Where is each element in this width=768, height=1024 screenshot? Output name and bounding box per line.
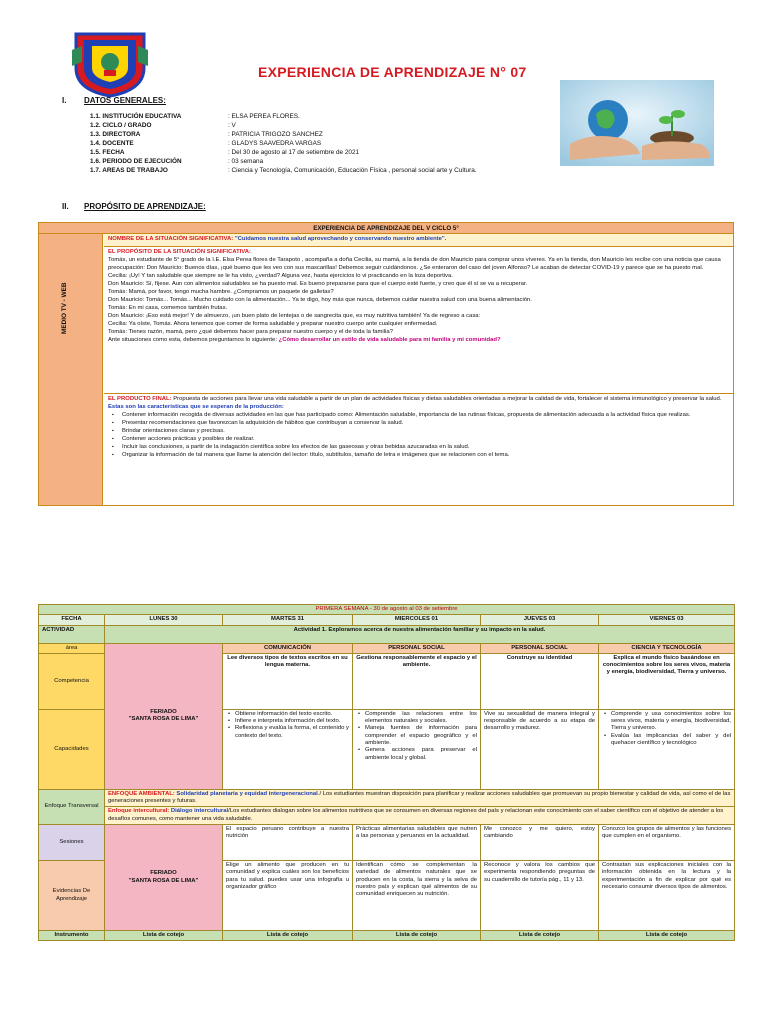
story-line: Cecilia: Ya oíste, Tomás. Ahora tenemos que comer de forma saludable y preparar nuestro cuerpo ante cualquier enfermedad. [108, 321, 438, 327]
table-row [39, 625, 735, 643]
earth-in-hands-icon [560, 80, 714, 166]
table-row [39, 789, 735, 807]
general-row: 1.7. AREAS DE TRABAJO : Ciencia y Tecnología, Comunicación, Educación Física , personal social arte y Cultura. [90, 167, 477, 174]
capacidades-label: Capacidades [39, 709, 105, 789]
week-caption: PRIMERA SEMANA - 30 de agosto al 03 de setiembre [39, 605, 735, 615]
evidencia-cell: Identifican cómo se complementan la variedad de alimentos naturales que se producen en la costa, la sierra y la selva de nuestro país y explican qué alimentos de su comunidad enriquecen su nutrición. [353, 861, 481, 931]
competencia-cell: Lee diversos tipos de textos escritos en su lengua materna. [223, 653, 353, 709]
competencia-cell: Gestiona responsablemente el espacio y el ambiente. [353, 653, 481, 709]
sesiones-label: Sesiones [39, 825, 105, 861]
table-row [39, 615, 735, 625]
table-row [39, 825, 735, 861]
sesion-cell: Conozco los grupos de alimentos y las funciones que cumplen en el organismo. [599, 825, 735, 861]
feature-item: ▪ Contener acciones prácticas y posibles de realizar. [108, 435, 729, 443]
sesion-cell: El espacio peruano contribuye a nuestra nutrición [223, 825, 353, 861]
area-label: área [39, 643, 105, 653]
story-line: Don Mauricio: Tomás... Tomás... Mucho cuidado con la alimentación... Ya te digo, hoy más que nunca, debemos cuidar nuestra salud con una buena alimentación. [108, 297, 532, 303]
story-line: Tomás: Tienes razón, mamá, pero ¿qué debemos hacer para preparar nuestro cuerpo y el de toda la familia? [108, 329, 393, 335]
day-header: MIERCOLES 01 [353, 615, 481, 625]
instrumento-cell: Lista de cotejo [223, 931, 353, 941]
day-header: VIERNES 03 [599, 615, 735, 625]
instrumento-label: Instrumento [39, 931, 105, 941]
story-line: Tomás: En mi casa, comemos también frutas. [108, 305, 228, 311]
col-fecha: FECHA [39, 615, 105, 625]
day-header: LUNES 30 [105, 615, 223, 625]
product-block: EL PRODUCTO FINAL: Propuesta de acciones para llevar una vida saludable a partir de un plan de actividades físicas y dietas saludables orientadas a mejorar la calidad de vida, fortalecer el sistema inmunológico y preservar la salud. Estas son las características que se esperan de la producción: ▪ Contener información recogida de diversas actividades en las que has participado como: Alimentación saludable, importancia de las rutinas físicas, propuesta de alimentación adecuada a la actividad física que realizas. ▪ Presentar recomendaciones que favorezcan la adquisición de hábitos que contribuyan a conservar la salud. ▪ Brindar orientaciones claras y precisas. ▪ Contener acciones prácticas y posibles de realizar. ▪ Incluir las conclusiones, a partir de la indagación científica sobre los efectos de las gaseosas y otras bebidas azucaradas en la salud. ▪ Organizar la información de tal manera que llame la atención del lector: título, subtítulos, tamaño de letra e imágenes que se relacionen con el tema. [104, 394, 733, 460]
capacidades-cell: • Comprende las relaciones entre los elementos naturales y sociales. • Maneja fuentes de información para comprender el espacio geográfico y el ambiente. • Genera acciones para preservar el ambiente local y global. [353, 709, 481, 789]
instrumento-cell: Lista de cotejo [105, 931, 223, 941]
table-row [39, 931, 735, 941]
area-cell: COMUNICACIÓN [223, 643, 353, 653]
evidencias-label: Evidencias De Aprendizaje [39, 861, 105, 931]
story-line: Don Mauricio: Sí, fíjese. Aun con alimentos saludables se ha puesto mal. Es bueno prepararse para que el cuerpo esté fuerte, y creo que él sí se va a recuperar. [108, 281, 528, 287]
capacidades-cell: Vive su sexualidad de manera integral y responsable de acuerdo a su etapa de desarrollo y madurez. [481, 709, 599, 789]
feature-item: ▪ Incluir las conclusiones, a partir de la indagación científica sobre los efectos de las gaseosas y otras bebidas azucaradas en la salud. [108, 443, 729, 451]
table-row [39, 605, 735, 615]
area-cell: PERSONAL SOCIAL [353, 643, 481, 653]
question-line: Ante situaciones como esta, debemos preguntarnos lo siguiente: ¿Cómo desarrollar un estilo de vida saludable para mi familia y mi comunidad? [108, 337, 501, 343]
feature-item: ▪ Organizar la información de tal manera que llame la atención del lector: título, subtítulos, tamaño de letra e imágenes que se relacionen con el tema. [108, 451, 729, 459]
enfoque-label: Enfoque Transversal [39, 789, 105, 824]
story-line: Tomás: Mamá, por favor, tengo mucha hambre. ¿Compramos un paquete de galletas? [108, 289, 334, 295]
story-line: Cecilia: ¡Uy! Y tan saludable que siempre se le ha visto, ¿verdad? Alguna vez, hasta ejercicios lo vi practicando en la loza deportiva. [108, 273, 453, 279]
table-row [39, 643, 735, 653]
page-title: EXPERIENCIA DE APRENDIZAJE N° 07 [258, 64, 527, 80]
area-cell: CIENCIA Y TECNOLOGÍA [599, 643, 735, 653]
area-cell: PERSONAL SOCIAL [481, 643, 599, 653]
side-label: MEDIO TV - WEB [61, 282, 68, 334]
general-row: 1.1. INSTITUCIÓN EDUCATIVA : ELSA PEREA FLORES. [90, 113, 300, 120]
purpose-heading: EXPERIENCIA DE APRENDIZAJE DEL V CICLO 5° [39, 223, 733, 234]
instrumento-cell: Lista de cotejo [353, 931, 481, 941]
actividad-text: Actividad 1. Exploramos acerca de nuestra alimentación familiar y su impacto en la salud. [105, 625, 735, 643]
actividad-label: ACTIVIDAD [39, 625, 105, 643]
evidencia-cell: Contrastan sus explicaciones iniciales con la información obtenida en la lectura y la experimentación a fin de explicar por qué es necesario consumir diversos tipos de alimentos. [599, 861, 735, 931]
feature-item: ▪ Brindar orientaciones claras y precisas. [108, 427, 729, 435]
feature-item: ▪ Presentar recomendaciones que favorezcan la adquisición de hábitos que contribuyan a conservar la salud. [108, 419, 729, 427]
enfoque-intercultural: Enfoque intercultural: Diálogo intercultural/Los estudiantes dialogan sobre los alimentos nutritivos que se consumen en diversas regiones del país y relacionan este conocimiento con el saber científico con el objetivo de atender a los desafíos comunes, como mantener una vida saludable. [105, 807, 735, 825]
capacidades-cell: • Comprende y usa conocimientos sobre los seres vivos, materia y energía, biodiversidad, Tierra y universo. • Evalúa las implicancias del saber y del quehacer científico y tecnológico [599, 709, 735, 789]
sesion-cell: Me conozco y me quiero, estoy cambiando [481, 825, 599, 861]
sesion-cell: Prácticas alimentarias saludables que nutren a las personas y peruanos en la actualidad. [353, 825, 481, 861]
general-row: 1.5. FECHA : Del 30 de agosto al 17 de setiembre de 2021 [90, 149, 360, 156]
general-row: 1.2. CICLO / GRADO : V [90, 122, 236, 129]
situation-purpose-block: EL PROPÓSITO DE LA SITUACIÓN SIGNIFICATIVA: Tomás, un estudiante de 5° grado de la I.E. Elsa Perea flores de Tarapoto , acompaña a doña Cecilia, su mamá, a la tienda de don Mauricio para comprar unos víveres. Ya en la tienda, don Mauricio les recibe con una noticia que causa preocupación: Don Mauricio: Buenos días, ¡qué bueno que les veo con sus mascarillas! Debemos seguir cuidándonos. ¿Se enteraron del caso del joven Alfonso? Le acaban de detectar COVID-19 y parece que se ha puesto mal. Cecilia: ¡Uy! Y tan saludable que siempre se le ha visto, ¿verdad? Alguna vez, hasta ejercicios lo vi practicando en la loza deportiva. Don Mauricio: Sí, fíjese. Aun con alimentos saludables se ha puesto mal. Es bueno prepararse para que el cuerpo esté fuerte, y creo que él sí se va a recuperar. Tomás: Mamá, por favor, tengo mucha hambre. ¿Compramos un paquete de galletas? Don Mauricio: Tomás... Tomás... Mucho cuidado con la alimentación... Ya te digo, hoy más que nunca, debemos cuidar nuestra salud con una buena alimentación. Tomás: En mi casa, comemos también frutas. Don Mauricio: ¡Eso está mejor! Y de almuerzo, ¡un buen plato de lentejas o de sangrecita que, es muy nutritiva también! Ya de regreso a casa: Cecilia: Ya oíste, Tomás. Ahora tenemos que comer de forma saludable y preparar nuestro cuerpo ante cualquier enfermedad. Tomás: Tienes razón, mamá, pero ¿qué debemos hacer para preparar nuestro cuerpo y el de toda la familia? Ante situaciones como esta, debemos preguntarnos lo siguiente: ¿Cómo desarrollar un estilo de vida saludable para mi familia y mi comunidad? [104, 247, 733, 394]
purpose-side [39, 234, 103, 505]
capacidades-cell: • Obtiene información del texto escrito. • Infiere e interpreta información del texto. • Reflexiona y evalúa la forma, el contenido y contexto del texto. [223, 709, 353, 789]
day-header: JUEVES 03 [481, 615, 599, 625]
general-row: 1.6. PERIODO DE EJECUCIÓN : 03 semana [90, 158, 264, 165]
day-header: MARTES 31 [223, 615, 353, 625]
enfoque-ambiental: ENFOQUE AMBIENTAL: Solidaridad planetaria y equidad intergeneracional./ Los estudiantes muestran disposición para planificar y realizar acciones saludables que promuevan su propio bienestar y calidad de vida, así como el de las generaciones presentes y futuras. [105, 789, 735, 807]
evidencia-cell: Reconoce y valora los cambios que experimenta respondiendo preguntas de su cuadernillo de tutoría pág., 11 y 13. [481, 861, 599, 931]
competencia-cell: Explica el mundo físico basándose en conocimientos sobre los seres vivos, materia y energía, biodiversidad, Tierra y universo. [599, 653, 735, 709]
feriado-cell: FERIADO "SANTA ROSA DE LIMA" [105, 825, 223, 931]
school-crest-icon [70, 28, 150, 98]
instrumento-cell: Lista de cotejo [481, 931, 599, 941]
table-row [39, 807, 735, 825]
general-row: 1.3. DIRECTORA : PATRICIA TRIGOZO SANCHEZ [90, 131, 323, 138]
general-data-list [90, 112, 550, 175]
instrumento-cell: Lista de cotejo [599, 931, 735, 941]
competencia-label: Competencia [39, 653, 105, 709]
product-line: EL PRODUCTO FINAL: Propuesta de acciones para llevar una vida saludable a partir de un plan de actividades físicas y dietas saludables orientadas a mejorar la calidad de vida, fortalecer el sistema inmunológico y preservar la salud. [108, 396, 722, 402]
situation-name-row: NOMBRE DE LA SITUACIÓN SIGNIFICATIVA: "Cuidamos nuestra salud aprovechando y conservando nuestro ambiente". [104, 234, 733, 247]
competencia-cell: Construye su identidad [481, 653, 599, 709]
purpose-body [104, 234, 733, 505]
general-row: 1.4. DOCENTE : GLADYS SAAVEDRA VARGAS [90, 140, 322, 147]
week-schedule-table [38, 604, 735, 941]
evidencia-cell: Elige un alimento que producen en tu comunidad y explica cuáles son los beneficios para tu salud. puedes usar una infografía u organizador gráfico [223, 861, 353, 931]
feriado-cell: FERIADO "SANTA ROSA DE LIMA" [105, 643, 223, 789]
story-line: Don Mauricio: ¡Eso está mejor! Y de almuerzo, ¡un buen plato de lentejas o de sangrecita que, es muy nutritiva también! Ya de regreso a casa: [108, 313, 481, 319]
story-line: Tomás, un estudiante de 5° grado de la I.E. Elsa Perea flores de Tarapoto , acompaña a doña Cecilia, su mamá, a la tienda de don Mauricio para comprar unos víveres. Ya en la tienda, don Mauricio les recibe con una noticia que causa preocupación: Don Mauricio: Buenos días, ¡qué bueno que les veo con sus mascarillas! Debemos seguir cuidándonos. ¿Se enteraron del caso del joven Alfonso? Le acaban de detectar COVID-19 y parece que se ha puesto mal. [108, 257, 721, 271]
purpose-box [38, 222, 734, 506]
feature-item: ▪ Contener información recogida de diversas actividades en las que has participado como: Alimentación saludable, importancia de las rutinas físicas, propuesta de alimentación adecuada a la actividad física que realizas. [108, 411, 729, 419]
